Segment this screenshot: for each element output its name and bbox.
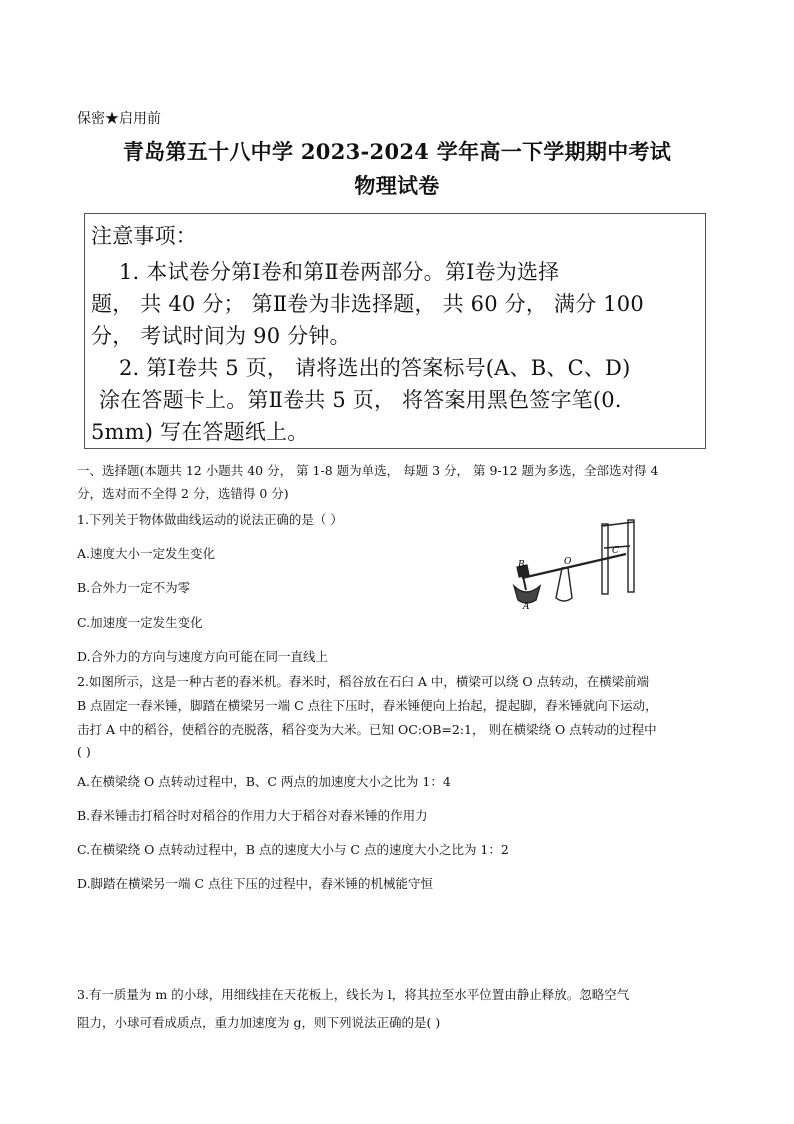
notice-line: 分， 考试时间为 90 分钟。 xyxy=(91,324,351,348)
notice-line: 题， 共 40 分； 第Ⅱ卷为非选择题， 共 60 分， 满分 100 xyxy=(91,292,644,316)
question-2-stem: 击打 A 中的稻谷，使稻谷的壳脱落，稻谷变为大米。已知 OC:OB=2:1， 则在横梁绕 O 点转动的过程中 xyxy=(77,722,657,737)
label-c: C xyxy=(612,546,619,556)
label-b: B xyxy=(518,560,525,570)
question-2-stem: 2.如图所示，这是一种古老的舂米机。舂米时，稻谷放在石臼 A 中，横梁可以绕 O 点转动，在横梁前端 xyxy=(77,674,650,689)
label-a: A xyxy=(523,602,530,610)
label-o: O xyxy=(564,557,572,567)
pounder-frame xyxy=(602,520,634,594)
question-2-option: D.脚踏在横梁另一端 C 点往下压的过程中，舂米锤的机械能守恒 xyxy=(77,876,434,891)
notice-line: 涂在答题卡上。第Ⅱ卷共 5 页， 将答案用黑色签字笔(0. xyxy=(99,388,622,412)
section-intro: 一、选择题(本题共 12 小题共 40 分， 第 1-8 题为单选， 每题 3 分， 第 9-12 题为多选，全部选对得 4 xyxy=(77,463,659,478)
rice-pounder-figure xyxy=(506,518,656,610)
section-intro: 分，选对而不全得 2 分，选错得 0 分) xyxy=(77,486,289,501)
pounder-beam xyxy=(522,554,626,578)
exam-subject-title: 物理试卷 xyxy=(354,173,440,198)
question-2-option: A.在横梁绕 O 点转动过程中，B、C 两点的加速度大小之比为 1：4 xyxy=(77,774,451,789)
question-1-option: B.合外力一定不为零 xyxy=(77,580,191,595)
question-2-option: C.在横梁绕 O 点转动过程中，B 点的速度大小与 C 点的速度大小之比为 1：2 xyxy=(77,842,509,857)
question-2-option: B.舂米锤击打稻谷时对稻谷的作用力大于稻谷对舂米锤的作用力 xyxy=(77,808,428,823)
notice-box xyxy=(84,213,706,449)
notice-line: 2. 第Ⅰ卷共 5 页， 请将选出的答案标号(A、B、C、D) xyxy=(119,356,631,380)
question-3-stem: 3.有一质量为 m 的小球，用细线挂在天花板上，线长为 l，将其拉至水平位置由静止释放。忽略空气 xyxy=(77,987,630,1002)
question-2-stem: B 点固定一舂米锤，脚踏在横梁另一端 C 点往下压时，舂米锤便向上抬起，提起脚，舂米锤就向下运动， xyxy=(77,698,658,713)
question-3-stem: 阻力，小球可看成质点，重力加速度为 g，则下列说法正确的是( ) xyxy=(77,1015,441,1030)
question-2-answer-bracket: ( ) xyxy=(77,744,91,759)
question-1-stem: 1.下列关于物体做曲线运动的说法正确的是（ ） xyxy=(77,512,343,527)
question-1-option: C.加速度一定发生变化 xyxy=(77,615,203,630)
question-1-option: A.速度大小一定发生变化 xyxy=(77,546,216,561)
notice-heading: 注意事项： xyxy=(91,224,197,248)
notice-line: 1. 本试卷分第Ⅰ卷和第Ⅱ卷两部分。第Ⅰ卷为选择 xyxy=(119,260,560,284)
stone-mortar xyxy=(514,586,540,603)
question-1-option: D.合外力的方向与速度方向可能在同一直线上 xyxy=(77,649,329,664)
notice-line: 5mm) 写在答题纸上。 xyxy=(91,420,309,444)
exam-title: 青岛第五十八中学 2023-2024 学年高一下学期期中考试 xyxy=(122,139,672,164)
fulcrum-support xyxy=(556,568,572,601)
confidential-label: 保密★启用前 xyxy=(77,111,161,127)
